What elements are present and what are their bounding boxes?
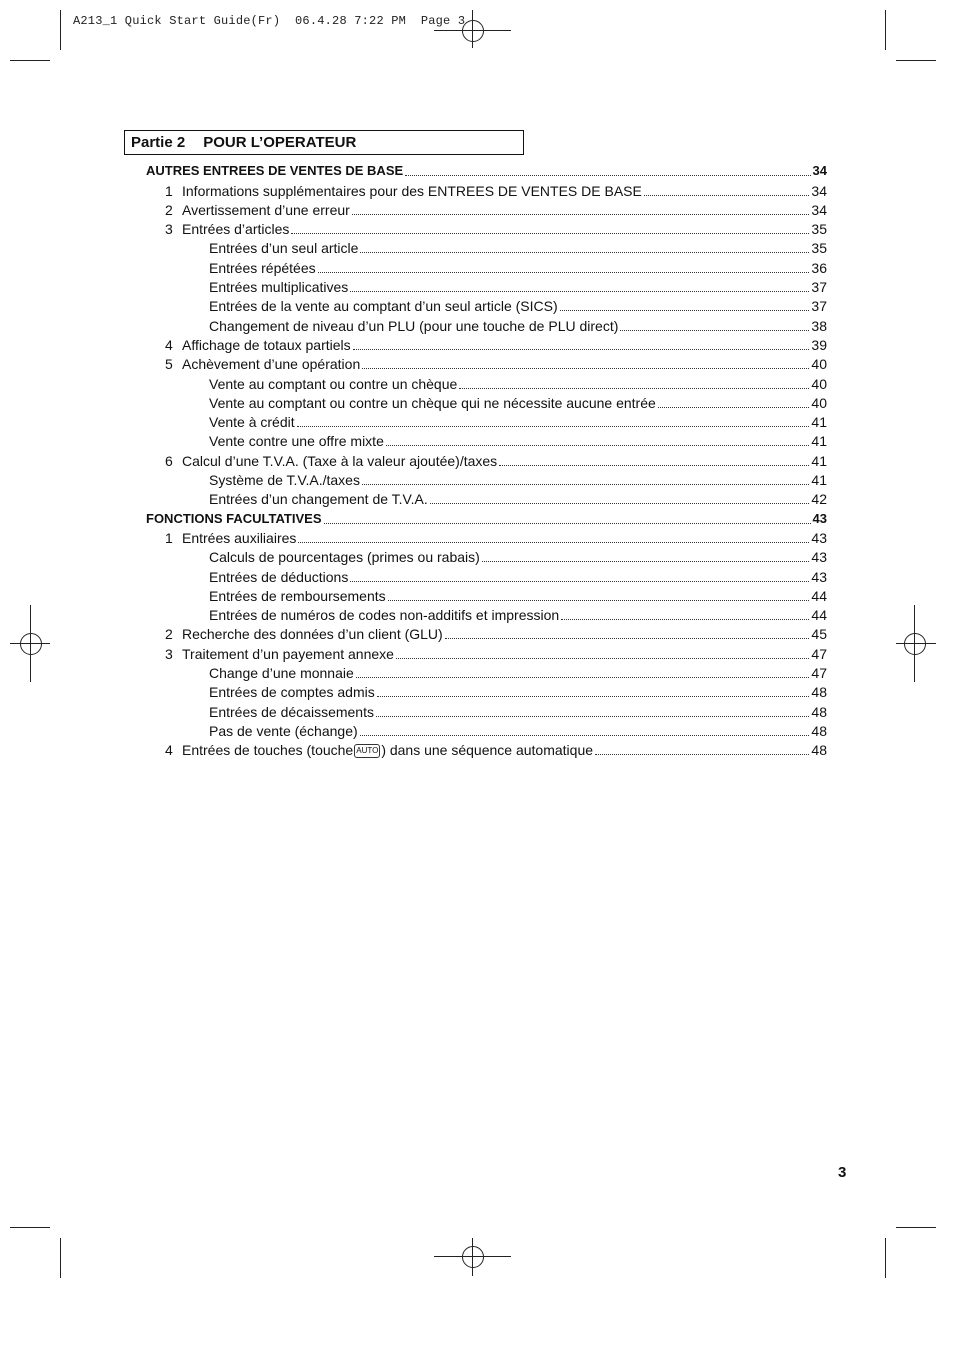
dot-leader [644, 194, 810, 196]
dot-leader [405, 174, 810, 176]
table-of-contents [146, 160, 827, 758]
toc-entry[interactable] [146, 392, 827, 411]
toc-entry-title: Entrées de remboursements [209, 587, 386, 604]
toc-entry-title: Système de T.V.A./taxes [209, 472, 360, 489]
toc-entry-title: Achèvement d’une opération [182, 356, 361, 373]
toc-page-number: 35 [811, 221, 827, 238]
toc-page-number: 48 [811, 684, 827, 701]
dot-leader [595, 753, 809, 755]
toc-page-number: 34 [811, 182, 827, 199]
toc-page-number: 47 [811, 665, 827, 682]
toc-section[interactable] [146, 160, 827, 179]
toc-entry-title: Vente contre une offre mixte [209, 433, 384, 450]
toc-entry-title: FONCTIONS FACULTATIVES [146, 510, 322, 526]
dot-leader [298, 541, 809, 543]
toc-entry-number: 5 [165, 356, 173, 373]
toc-page-number: 45 [811, 626, 827, 643]
toc-page-number: 38 [811, 317, 827, 334]
toc-page-number: 43 [811, 568, 827, 585]
toc-entry-title: Avertissement d’une erreur [182, 201, 350, 218]
print-slug: A213_1 Quick Start Guide(Fr) 06.4.28 7:22 PM Page 3 [73, 14, 466, 28]
toc-page-number: 41 [811, 452, 827, 469]
toc-page-number: 37 [811, 279, 827, 296]
toc-page-number: 48 [811, 722, 827, 739]
toc-entry[interactable] [146, 314, 827, 333]
toc-entry[interactable] [146, 179, 827, 198]
toc-entry-number: 6 [165, 452, 173, 469]
toc-entry-title: Informations supplémentaires pour des ENTREES DE VENTES DE BASE [182, 182, 642, 199]
toc-entry-title: Calculs de pourcentages (primes ou rabais) [209, 549, 480, 566]
toc-entry-title: Entrées d’articles [182, 221, 290, 238]
toc-entry-title: Traitement d’un payement annexe [182, 645, 394, 662]
toc-page-number: 44 [811, 587, 827, 604]
dot-leader [658, 406, 810, 408]
dot-leader [360, 251, 809, 253]
toc-page-number: 40 [811, 356, 827, 373]
toc-entry-title: Entrées de la vente au comptant d’un seul article (SICS) [209, 298, 558, 315]
toc-page-number: 35 [811, 240, 827, 257]
toc-entry[interactable] [146, 256, 827, 275]
dot-leader [350, 580, 809, 582]
toc-entry[interactable] [146, 662, 827, 681]
toc-page-number: 43 [811, 529, 827, 546]
toc-entry[interactable] [146, 527, 827, 546]
toc-page-number: 40 [811, 375, 827, 392]
toc-entry[interactable] [146, 276, 827, 295]
toc-page-number: 43 [812, 510, 827, 526]
dot-leader [350, 290, 809, 292]
dot-leader [560, 309, 810, 311]
dot-leader [360, 734, 810, 736]
toc-page-number: 41 [811, 414, 827, 431]
toc-entry-title: Affichage de totaux partiels [182, 336, 351, 353]
toc-entry-title: Entrées répétées [209, 259, 316, 276]
toc-entry-title: Entrées auxiliaires [182, 529, 297, 546]
toc-page-number: 37 [811, 298, 827, 315]
toc-page-number: 47 [811, 645, 827, 662]
toc-entry[interactable] [146, 546, 827, 565]
toc-entry-title: Calcul d’une T.V.A. (Taxe à la valeur ajoutée)/taxes [182, 452, 498, 469]
toc-entry[interactable] [146, 411, 827, 430]
toc-page-number: 41 [811, 433, 827, 450]
toc-entry[interactable] [146, 739, 827, 758]
toc-entry-number: 3 [165, 645, 173, 662]
toc-page-number: 43 [811, 549, 827, 566]
toc-page-number: 44 [811, 607, 827, 624]
toc-page-number: 34 [811, 201, 827, 218]
toc-entry-title: Entrées multiplicatives [209, 279, 349, 296]
page-number: 3 [838, 1164, 847, 1181]
dot-leader [386, 444, 810, 446]
toc-entry[interactable] [146, 720, 827, 739]
toc-entry[interactable] [146, 469, 827, 488]
toc-entry[interactable] [146, 623, 827, 642]
toc-section[interactable] [146, 507, 827, 526]
toc-entry[interactable] [146, 642, 827, 661]
toc-entry[interactable] [146, 585, 827, 604]
dot-leader [445, 637, 810, 639]
part-title: POUR L’OPERATEUR [203, 134, 357, 151]
dot-leader [291, 232, 809, 234]
dot-leader [396, 657, 809, 659]
toc-entry-title: Entrées de déductions [209, 568, 349, 585]
auto-key-icon: AUTO [354, 744, 380, 758]
dot-leader [318, 271, 810, 273]
toc-page-number: 42 [811, 491, 827, 508]
toc-entry[interactable] [146, 449, 827, 468]
toc-entry-number: 4 [165, 742, 173, 759]
toc-entry[interactable] [146, 199, 827, 218]
dot-leader [324, 522, 811, 524]
dot-leader [362, 483, 809, 485]
toc-entry-number: 2 [165, 201, 173, 218]
toc-entry-title: AUTRES ENTREES DE VENTES DE BASE [146, 163, 404, 179]
toc-entry[interactable] [146, 565, 827, 584]
toc-entry-number: 2 [165, 626, 173, 643]
toc-entry-title-cont: ) dans une séquence automatique [381, 742, 594, 759]
toc-page-number: 34 [812, 163, 827, 179]
toc-entry[interactable] [146, 604, 827, 623]
toc-entry-number: 3 [165, 221, 173, 238]
toc-entry-title: Entrées de touches (touche [182, 742, 354, 759]
part-heading [124, 130, 524, 155]
toc-entry-title: Recherche des données d’un client (GLU) [182, 626, 443, 643]
toc-entry-number: 1 [165, 529, 173, 546]
toc-entry[interactable] [146, 334, 827, 353]
toc-entry-title: Entrées d’un seul article [209, 240, 359, 257]
dot-leader [352, 213, 810, 215]
dot-leader [362, 367, 809, 369]
toc-entry[interactable] [146, 430, 827, 449]
toc-entry-title: Pas de vente (échange) [209, 722, 358, 739]
part-number: Partie 2 [131, 134, 186, 151]
toc-entry[interactable] [146, 237, 827, 256]
toc-entry[interactable] [146, 372, 827, 391]
toc-entry-title: Vente au comptant ou contre un chèque [209, 375, 458, 392]
toc-entry-title: Entrées de décaissements [209, 703, 374, 720]
toc-page-number: 48 [811, 703, 827, 720]
dot-leader [499, 464, 809, 466]
toc-entry-title: Change d’une monnaie [209, 665, 354, 682]
dot-leader [388, 599, 810, 601]
dot-leader [561, 618, 809, 620]
toc-entry-title: Entrées de comptes admis [209, 684, 375, 701]
dot-leader [353, 348, 810, 350]
toc-page-number: 39 [811, 336, 827, 353]
toc-entry-title: Entrées de numéros de codes non-additifs et impression [209, 607, 560, 624]
dot-leader [377, 695, 810, 697]
toc-entry-title: Changement de niveau d’un PLU (pour une touche de PLU direct) [209, 317, 619, 334]
toc-entry-title: Vente au comptant ou contre un chèque qui ne nécessite aucune entrée [209, 394, 656, 411]
dot-leader [620, 329, 809, 331]
dot-leader [430, 502, 810, 504]
toc-page-number: 40 [811, 394, 827, 411]
toc-entry[interactable] [146, 700, 827, 719]
toc-page-number: 48 [811, 742, 827, 759]
dot-leader [376, 715, 809, 717]
dot-leader [482, 560, 810, 562]
toc-entry-number: 1 [165, 182, 173, 199]
dot-leader [459, 387, 809, 389]
toc-entry[interactable] [146, 353, 827, 372]
toc-page-number: 41 [811, 472, 827, 489]
dot-leader [356, 676, 810, 678]
toc-entry[interactable] [146, 218, 827, 237]
toc-entry[interactable] [146, 295, 827, 314]
dot-leader [297, 425, 810, 427]
toc-entry[interactable] [146, 488, 827, 507]
toc-entry[interactable] [146, 681, 827, 700]
toc-entry-number: 4 [165, 336, 173, 353]
toc-entry-title: Vente à crédit [209, 414, 295, 431]
toc-entry-title: Entrées d’un changement de T.V.A. [209, 491, 428, 508]
toc-page-number: 36 [811, 259, 827, 276]
